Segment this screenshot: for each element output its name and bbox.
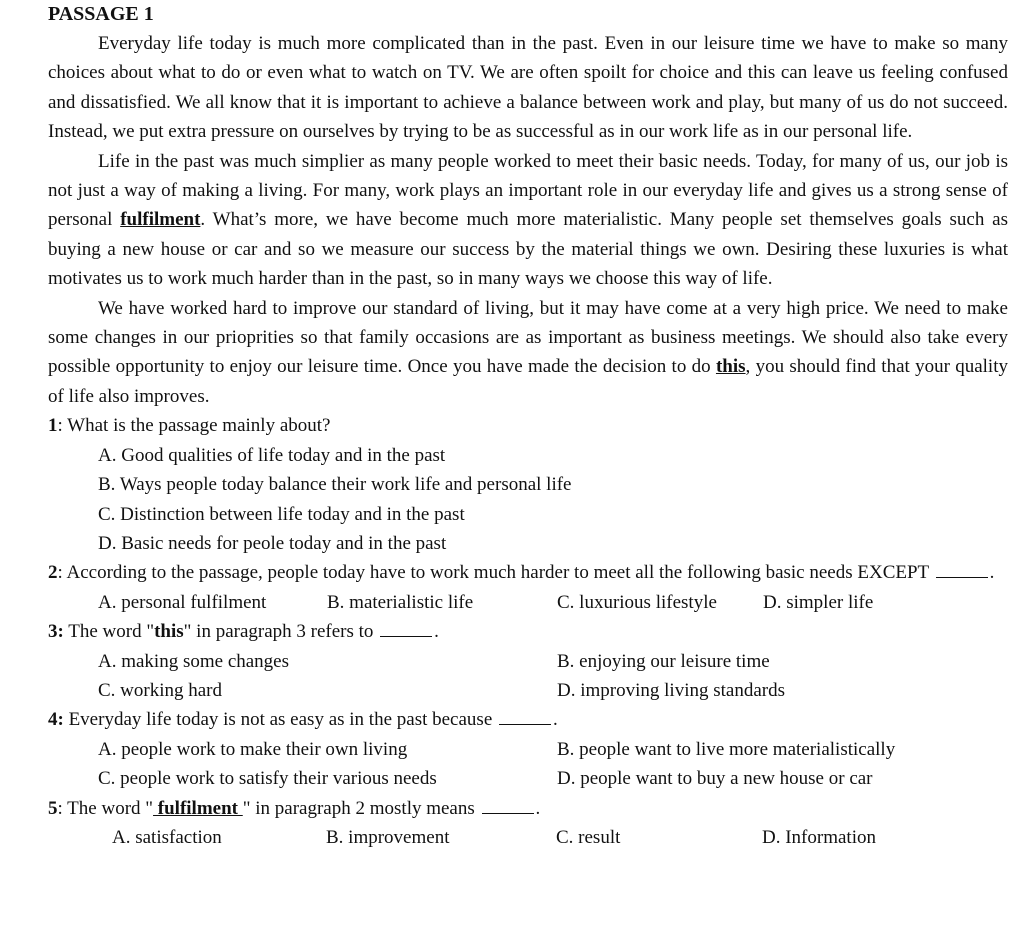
question-3-post: " in paragraph 3 refers to: [183, 621, 374, 643]
answer-blank: [936, 562, 988, 578]
answer-blank: [380, 621, 432, 637]
keyword-fulfilment: fulfilment: [120, 209, 201, 231]
question-5-end: .: [535, 797, 541, 819]
paragraph-3: [48, 294, 1008, 412]
question-3-number: 3:: [48, 621, 64, 643]
q1-option-c[interactable]: C. Distinction between life today and in the past: [98, 503, 465, 525]
question-1-text: : What is the passage mainly about?: [57, 415, 331, 437]
q3-option-d[interactable]: D. improving living standards: [557, 679, 785, 701]
question-2: [48, 558, 1008, 587]
question-4: [48, 705, 1008, 734]
q2-option-c[interactable]: C. luxurious lifestyle: [557, 591, 717, 613]
question-4-text: Everyday life today is not as easy as in the past because: [63, 709, 493, 731]
answer-blank: [499, 709, 551, 725]
question-4-number: 4:: [48, 709, 64, 731]
paragraph-2-text-a: Life in the past was much simplier as many people worked to meet their basic needs. Today, for many of us, our job is not just a way of making a living. For many, work plays an important role in our everyday life and gives us a strong sense of personal: [48, 150, 1008, 231]
q4-option-d[interactable]: D. people want to buy a new house or car: [557, 768, 873, 790]
question-3-end: .: [434, 621, 439, 643]
question-3-pre: The word ": [63, 621, 155, 643]
q1-option-b[interactable]: B. Ways people today balance their work life and personal life: [98, 474, 572, 496]
question-5: [48, 794, 1008, 823]
paragraph-2: [48, 147, 1008, 294]
question-3-options: [48, 647, 1008, 706]
q5-option-b[interactable]: B. improvement: [326, 826, 450, 848]
q3-option-b[interactable]: B. enjoying our leisure time: [557, 650, 770, 672]
question-3-word: this: [154, 621, 184, 643]
document: [48, 0, 1008, 852]
paragraph-1: [48, 29, 1008, 147]
q5-option-a[interactable]: A. satisfaction: [112, 826, 222, 848]
paragraph-1-text: Everyday life today is much more complicated than in the past. Even in our leisure time we have to make so many choices about what to do or even what to watch on TV. We are often spoilt for choice and this can leave us feeling confused and dissatisfied. We all know that it is important to achieve a balance between work and play, but many of us do not succeed. Instead, we put extra pressure on ourselves by trying to be as successful as in our work life as in our personal life.: [48, 33, 1008, 143]
q1-option-d[interactable]: D. Basic needs for peole today and in the past: [98, 532, 447, 554]
question-1-number: 1: [48, 415, 58, 437]
q2-option-d[interactable]: D. simpler life: [763, 591, 874, 613]
q1-option-a[interactable]: A. Good qualities of life today and in the past: [98, 444, 446, 466]
question-2-number: 2: [48, 562, 58, 584]
question-5-pre: : The word ": [57, 797, 154, 819]
q4-option-a[interactable]: A. people work to make their own living: [98, 738, 408, 760]
question-4-options: [48, 735, 1008, 794]
question-2-text: : According to the passage, people today have to work much harder to meet all the following basic needs EXCEPT: [57, 562, 929, 584]
q5-option-d[interactable]: D. Information: [762, 826, 876, 848]
paragraph-2-text-b: . What’s more, we have become much more materialistic. Many people set themselves goals such as buying a new house or car and so we measure our success by the material things we own. Desiring these luxuries is what motivates us to work much harder than in the past, so in many ways we choose this way of life.: [48, 209, 1008, 290]
paragraph-3-text-a: We have worked hard to improve our standard of living, but it may have come at a very high price. We need to make some changes in our prioprities so that family occasions are as important as business meetings. We should also take every possible opportunity to enjoy our leisure time. Once you have made the decision to do: [48, 297, 1008, 378]
question-5-post: " in paragraph 2 mostly means: [242, 797, 475, 819]
q3-option-c[interactable]: C. working hard: [98, 679, 223, 701]
q2-option-a[interactable]: A. personal fulfilment: [98, 591, 267, 613]
question-5-word: fulfilment: [153, 797, 243, 819]
question-2-options: [48, 588, 1008, 617]
passage-title: PASSAGE 1: [48, 3, 154, 25]
question-3: [48, 617, 1008, 646]
question-4-end: .: [553, 709, 558, 731]
question-2-end: .: [989, 562, 995, 584]
answer-blank: [482, 798, 534, 814]
q4-option-c[interactable]: C. people work to satisfy their various needs: [98, 768, 437, 790]
q3-option-a[interactable]: A. making some changes: [98, 650, 290, 672]
paragraph-3-text-b: , you should find that your quality of life also improves.: [48, 356, 1008, 407]
q5-option-c[interactable]: C. result: [556, 826, 621, 848]
q2-option-b[interactable]: B. materialistic life: [327, 591, 474, 613]
q4-option-b[interactable]: B. people want to live more materialistically: [557, 738, 896, 760]
question-5-number: 5: [48, 797, 58, 819]
question-5-options: [48, 823, 1008, 852]
question-1-options: [48, 441, 1008, 559]
question-1: [48, 411, 1008, 440]
keyword-this: this: [715, 356, 746, 378]
